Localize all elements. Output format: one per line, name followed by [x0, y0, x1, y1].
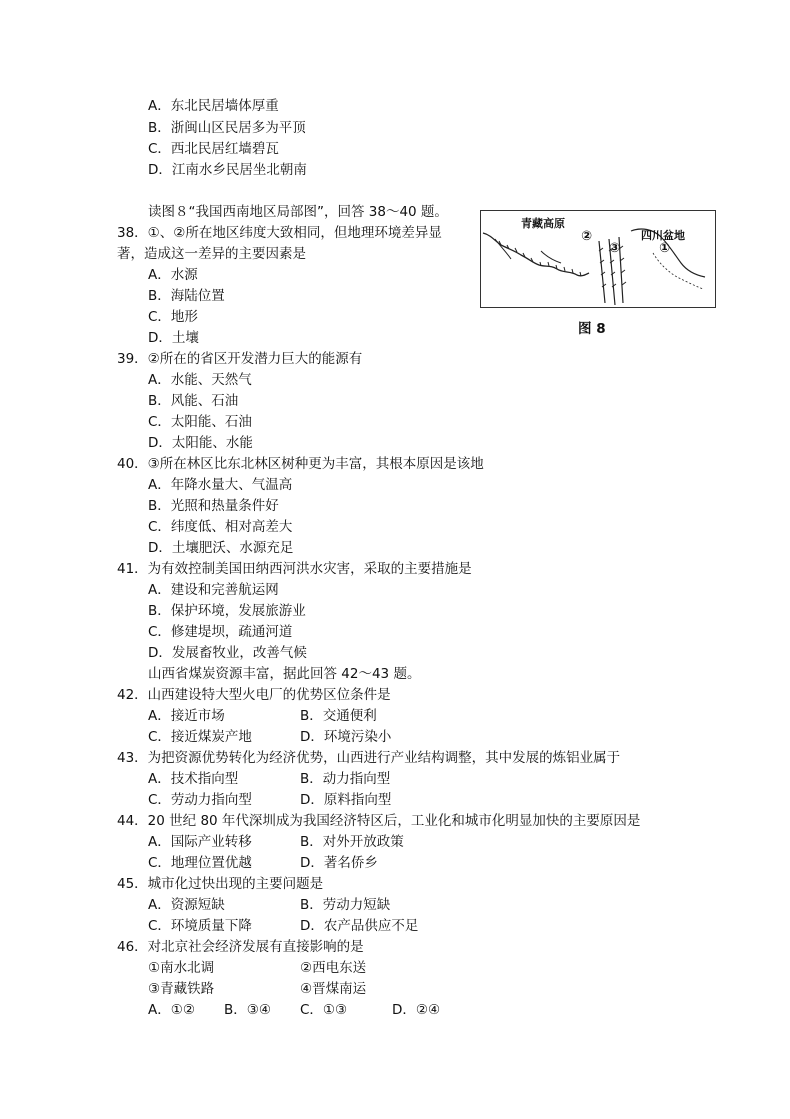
q42-option-c: C．接近煤炭产地 — [148, 729, 252, 745]
q45-stem: 45．城市化过快出现的主要问题是 — [117, 876, 324, 892]
q40-option-d: D．土壤肥沃、水源充足 — [148, 540, 294, 556]
q46-item-1: ①南水北调 — [148, 960, 215, 976]
map-marker-2: ② — [581, 229, 593, 244]
q46-item-4: ④晋煤南运 — [300, 981, 367, 997]
map-marker-1: ① — [659, 241, 671, 256]
intro-38-40: 读图８“我国西南地区局部图”，回答 38～40 题。 — [148, 204, 448, 220]
q40-stem: 40．③所在林区比东北林区树种更为丰富，其根本原因是该地 — [117, 456, 484, 472]
map-label-basin: 四川盆地 — [641, 229, 685, 242]
q38-stem-line1: 38．①、②所在地区纬度大致相同，但地理环境差异显 — [117, 225, 442, 241]
q46-stem: 46．对北京社会经济发展有直接影响的是 — [117, 939, 364, 955]
q44-stem: 44．20 世纪 80 年代深圳成为我国经济特区后，工业化和城市化明显加快的主要原因是 — [117, 813, 641, 829]
q40-option-a: A．年降水量大、气温高 — [148, 477, 293, 493]
q40-option-b: B．光照和热量条件好 — [148, 498, 279, 514]
q42-option-a: A．接近市场 — [148, 708, 225, 724]
q44-option-d: D．著名侨乡 — [300, 855, 378, 871]
q41-option-a: A．建设和完善航运网 — [148, 582, 279, 598]
q44-option-a: A．国际产业转移 — [148, 834, 252, 850]
map-caption: 图 8 — [578, 321, 606, 337]
q39-option-b: B．风能、石油 — [148, 393, 239, 409]
q41-stem: 41．为有效控制美国田纳西河洪水灾害，采取的主要措施是 — [117, 561, 472, 577]
q44-option-b: B．对外开放政策 — [300, 834, 404, 850]
q46-item-3: ③青藏铁路 — [148, 981, 215, 997]
q41-option-c: C．修建堤坝，疏通河道 — [148, 624, 293, 640]
q38-option-d: D．土壤 — [148, 330, 199, 346]
q43-stem: 43．为把资源优势转化为经济优势，山西进行产业结构调整，其中发展的炼铝业属于 — [117, 750, 621, 766]
q45-option-d: D．农产品供应不足 — [300, 918, 419, 934]
map-label-plateau: 青藏高原 — [521, 217, 565, 230]
q43-option-b: B．动力指向型 — [300, 771, 391, 787]
q45-option-a: A．资源短缺 — [148, 897, 225, 913]
q40-option-c: C．纬度低、相对高差大 — [148, 519, 293, 535]
q38-option-b: B．海陆位置 — [148, 288, 225, 304]
q43-option-d: D．原料指向型 — [300, 792, 392, 808]
q45-option-c: C．环境质量下降 — [148, 918, 252, 934]
q39-option-c: C．太阳能、石油 — [148, 414, 252, 430]
q42-option-b: B．交通便利 — [300, 708, 377, 724]
q42-stem: 42．山西建设特大型火电厂的优势区位条件是 — [117, 687, 391, 703]
q42-option-d: D．环境污染小 — [300, 729, 392, 745]
q46-item-2: ②西电东送 — [300, 960, 367, 976]
q41-option-b: B．保护环境，发展旅游业 — [148, 603, 306, 619]
q37-option-d: D．江南水乡民居坐北朝南 — [148, 162, 307, 178]
q39-stem: 39．②所在的省区开发潜力巨大的能源有 — [117, 351, 363, 367]
q37-option-c: C．西北民居红墙碧瓦 — [148, 141, 279, 157]
map-drawing — [481, 211, 715, 307]
q43-option-a: A．技术指向型 — [148, 771, 239, 787]
q46-option-c: C．①③ — [300, 1002, 348, 1018]
q46-option-b: B．③④ — [224, 1002, 271, 1018]
q38-option-a: A．水源 — [148, 267, 198, 283]
q39-option-d: D．太阳能、水能 — [148, 435, 253, 451]
q44-option-c: C．地理位置优越 — [148, 855, 252, 871]
q41-option-d: D．发展畜牧业，改善气候 — [148, 645, 307, 661]
q46-option-d: D．②④ — [392, 1002, 441, 1018]
q38-stem-line2: 著，造成这一差异的主要因素是 — [117, 246, 306, 262]
q45-option-b: B．劳动力短缺 — [300, 897, 391, 913]
q37-option-a: A．东北民居墙体厚重 — [148, 98, 279, 114]
map-marker-3: ③ — [609, 241, 621, 256]
intro-42-43: 山西省煤炭资源丰富，据此回答 42～43 题。 — [148, 666, 421, 682]
q39-option-a: A．水能、天然气 — [148, 372, 252, 388]
q43-option-c: C．劳动力指向型 — [148, 792, 252, 808]
q38-option-c: C．地形 — [148, 309, 198, 325]
q46-option-a: A．①② — [148, 1002, 195, 1018]
map-figure-8 — [480, 210, 716, 308]
q37-option-b: B．浙闽山区民居多为平顶 — [148, 120, 306, 136]
